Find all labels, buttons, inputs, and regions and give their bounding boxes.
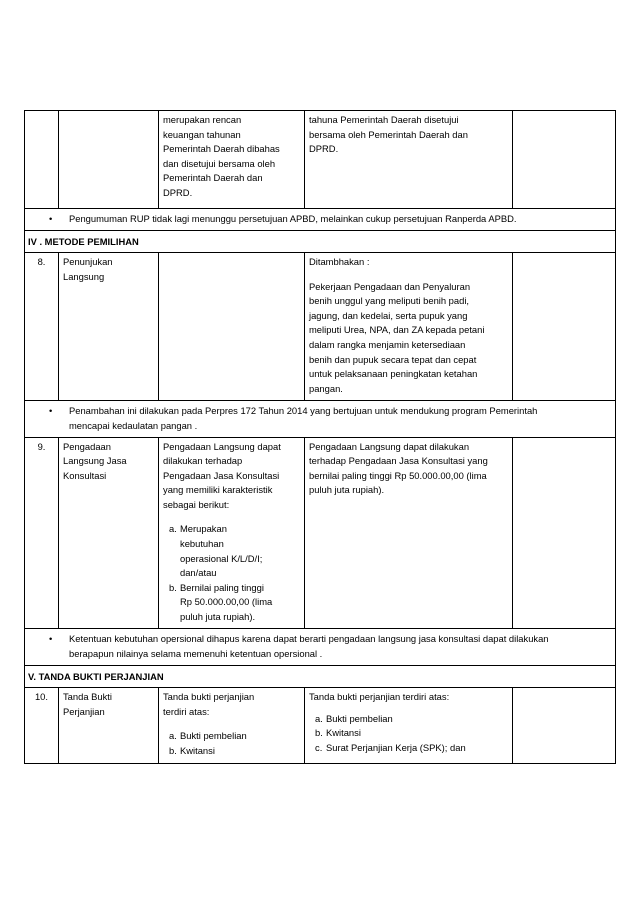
cell-old-provision (159, 688, 305, 763)
cell-remarks (513, 688, 616, 763)
section-header-row (25, 665, 616, 688)
list-marker: c. (315, 741, 323, 753)
list-item-text: Bukti pembelian (326, 712, 393, 724)
note-row-2 (25, 401, 616, 437)
note-text: Penambahan ini dilakukan pada Perpres 172 Tahun 2014 yang bertujuan untuk mendukung program Pemerintah mencapai kedaulatan pangan . (69, 405, 538, 431)
list-item (163, 744, 300, 759)
section-header-row (25, 230, 616, 253)
old-provision-list (163, 729, 300, 758)
list-item (163, 522, 300, 580)
list-item-text: Kwitansi (326, 727, 361, 739)
list-marker: b. (169, 581, 177, 593)
cell-subject: Tanda Bukti Perjanjian (59, 688, 159, 763)
cell-number: 10. (25, 688, 59, 763)
section-title: IV . METODE PEMILIHAN (25, 230, 616, 253)
list-item (309, 726, 508, 741)
list-item-text: Surat Perjanjian Kerja (SPK); dan (326, 741, 466, 753)
old-provision-intro: Pengadaan Langsung dapat dilakukan terhadap Pengadaan Jasa Konsultasi yang memiliki karakteristik sebagai berikut: (163, 440, 281, 510)
note-text: Pengumuman RUP tidak lagi menunggu persetujuan APBD, melainkan cukup persetujuan Ranperda APBD. (69, 213, 517, 224)
list-marker: a. (169, 730, 177, 742)
cell-remarks (513, 437, 616, 629)
list-item-text: Merupakan kebutuhan operasional K/L/D/I; dan/atau (180, 523, 263, 579)
new-provision-body: Pekerjaan Pengadaan dan Penyaluran benih unggul yang meliputi benih padi, jagung, dan kedelai, serta pupuk yang meliputi Urea, NPA, dan ZA kepada petani dalam rangka menjamin ketersediaan benih dan pupuk secara tepat dan cepat untuk pelaksanaan peningkatan ketahan pangan. (309, 280, 485, 394)
section-title: V. TANDA BUKTI PERJANJIAN (25, 665, 616, 688)
note-text: Ketentuan kebutuhan opersional dihapus karena dapat berarti pengadaan langsung jasa konsultasi dapat dilakukan berapapun nilainya selama memenuhi ketentuan opersional . (69, 633, 549, 660)
table-row-8 (25, 253, 616, 401)
bullet-icon: • (49, 405, 53, 417)
cell-new-provision: tahuna Pemerintah Daerah disetujui bersama oleh Pemerintah Daerah dan DPRD. (305, 111, 513, 209)
cell-old-provision (159, 437, 305, 629)
table-row-10 (25, 688, 616, 763)
cell-old-provision: merupakan rencan keuangan tahunan Pemerintah Daerah dibahas dan disetujui bersama oleh Pemerintah Daerah dan DPRD. (159, 111, 305, 209)
cell-new-provision (305, 253, 513, 401)
old-provision-list (163, 522, 300, 624)
list-item-text: Bernilai paling tinggi Rp 50.000.00,00 (lima puluh juta rupiah). (180, 581, 273, 622)
list-marker: a. (315, 712, 323, 724)
list-item (309, 741, 508, 756)
table-row-9 (25, 437, 616, 629)
cell-subject: Pengadaan Langsung Jasa Konsultasi (59, 437, 159, 629)
cell-subject: Penunjukan Langsung (59, 253, 159, 401)
new-provision-list (309, 712, 508, 756)
cell-remarks (513, 111, 616, 209)
cell-old-provision (159, 253, 305, 401)
cell-new-provision: Pengadaan Langsung dapat dilakukan terhadap Pengadaan Jasa Konsultasi yang bernilai paling tinggi Rp 50.000.00,00 (lima puluh juta rupiah). (305, 437, 513, 629)
bullet-icon: • (49, 213, 53, 224)
list-marker: b. (315, 727, 323, 739)
cell-new-provision (305, 688, 513, 763)
old-provision-intro: Tanda bukti perjanjian terdiri atas: (163, 691, 255, 717)
list-marker: b. (169, 744, 177, 756)
list-marker: a. (169, 523, 177, 535)
new-provision-intro: Tanda bukti perjanjian terdiri atas: (309, 691, 450, 703)
table-row-continued (25, 111, 616, 209)
bullet-icon: • (49, 633, 53, 645)
cell-number (25, 111, 59, 209)
cell-remarks (513, 253, 616, 401)
comparison-table (24, 110, 616, 764)
list-item-text: Kwitansi (180, 744, 215, 756)
list-item-text: Bukti pembelian (180, 730, 247, 742)
note-row-3 (25, 629, 616, 665)
new-provision-intro: Ditambhakan : (309, 256, 370, 268)
cell-number: 9. (25, 437, 59, 629)
note-row-1 (25, 209, 616, 231)
list-item (309, 712, 508, 727)
cell-number: 8. (25, 253, 59, 401)
list-item (163, 581, 300, 625)
list-item (163, 729, 300, 744)
cell-subject (59, 111, 159, 209)
